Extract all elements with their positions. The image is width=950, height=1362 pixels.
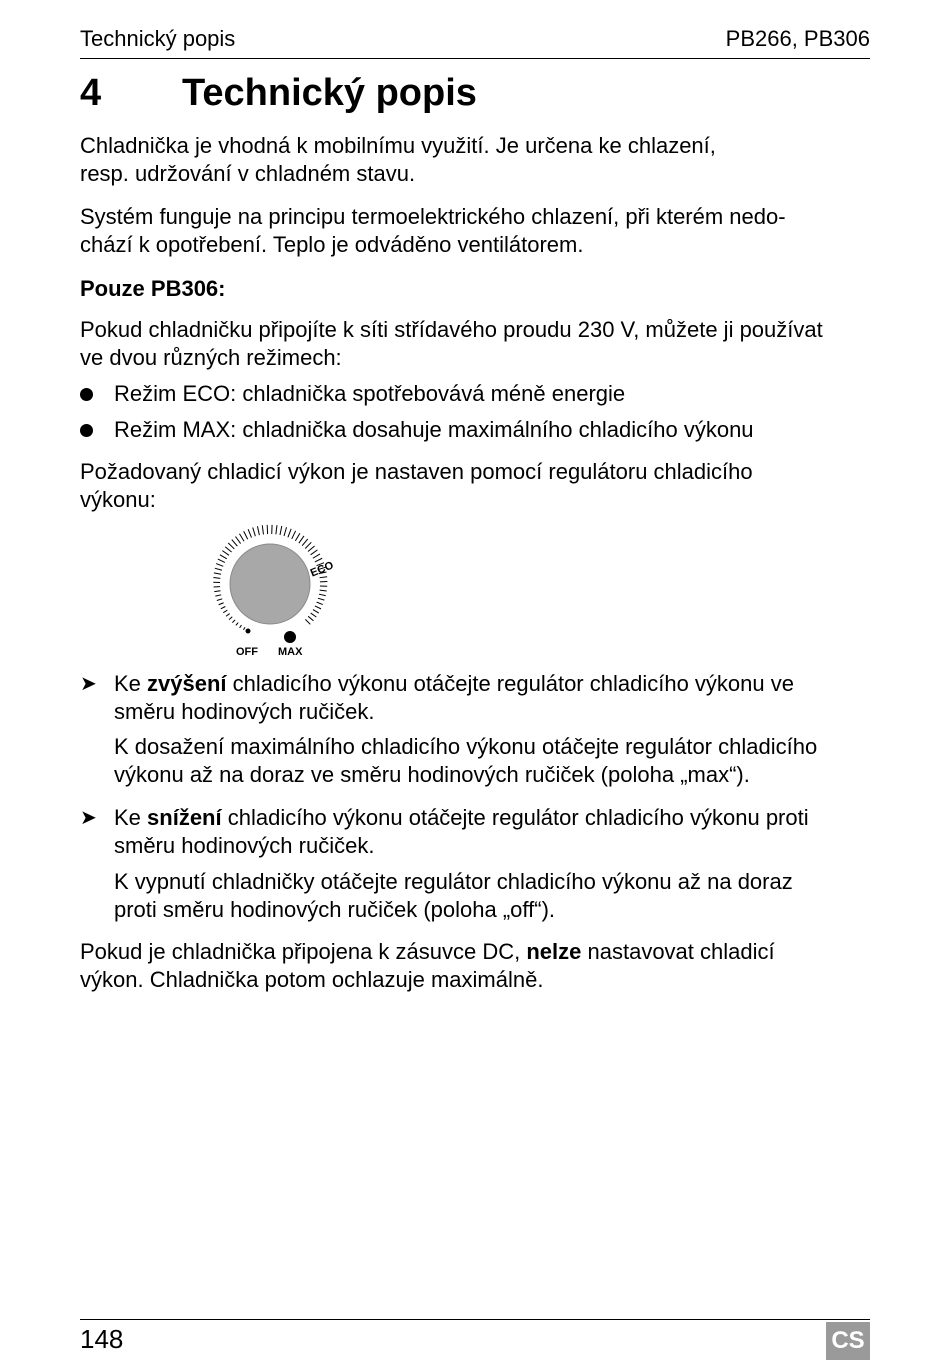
dc-note-pre: Pokud je chladnička připojena k zásuvce DC, (80, 939, 527, 964)
pb306-heading: Pouze PB306: (80, 276, 226, 301)
step-arrow-icon: ➤ (80, 673, 97, 695)
bullet-text-eco: Režim ECO: chladnička spotřebovává méně energie (114, 381, 626, 406)
regulator-line1: Požadovaný chladicí výkon je nastaven pomocí regulátoru chladicího (80, 459, 753, 484)
dial-tick (228, 543, 234, 549)
dial-tick (239, 534, 244, 542)
dial-tick (308, 616, 313, 620)
dial-tick (315, 558, 322, 562)
step-increase-text (114, 670, 870, 726)
pb306-p-line2: ve dvou různých režimech: (80, 345, 342, 370)
dial-tick (248, 529, 251, 537)
step-increase-keyword: zvýšení (147, 671, 227, 696)
dial-tick (319, 594, 326, 595)
bullet-text-max: Režim MAX: chladnička dosahuje maximálního chladicího výkonu (114, 417, 754, 442)
dial-tick (244, 627, 246, 630)
dial-tick (299, 536, 304, 543)
intro-paragraph-2 (80, 203, 870, 259)
dial-illustration (200, 520, 360, 670)
dial-tick (216, 564, 223, 567)
dial-tick (219, 603, 224, 605)
max-position-dot-icon (284, 631, 296, 643)
step-decrease-text (114, 804, 870, 860)
dial-tick (276, 525, 277, 534)
dc-note-line1: nastavovat chladicí (581, 939, 775, 964)
dial-tick (221, 607, 226, 609)
dial-tick (295, 533, 300, 541)
step-increase-pre: Ke (114, 671, 148, 696)
regulator-paragraph (80, 458, 870, 514)
dial-tick (225, 547, 231, 552)
dial-tick (320, 577, 328, 578)
dial-tick (226, 614, 230, 617)
dial-tick (220, 555, 227, 559)
pb306-paragraph (80, 316, 870, 372)
chapter-title: Technický popis (182, 72, 477, 114)
dial-tick (257, 526, 259, 535)
intro-paragraph-1 (80, 132, 870, 188)
regulator-line2: výkonu: (80, 487, 156, 512)
dial-tick (232, 620, 235, 623)
footer-divider (80, 1319, 870, 1320)
dial-tick (236, 623, 238, 626)
dial-tick (305, 542, 311, 548)
dial-tick (222, 551, 229, 556)
step-increase-line1: chladicího výkonu otáčejte regulátor chladicího výkonu ve (226, 671, 794, 696)
dial-tick (311, 550, 318, 555)
intro-p2-line1: Systém funguje na principu termoelektrického chlazení, při kterém nedo- (80, 204, 786, 229)
knob-icon (230, 544, 310, 624)
cooling-regulator-dial (200, 520, 360, 670)
dial-tick (218, 559, 225, 562)
dial-tick (253, 528, 256, 537)
intro-p2-line2: chází k opotřebení. Teplo je odváděno ventilátorem. (80, 232, 584, 257)
step-decrease-note-line2: proti směru hodinových ručiček (poloha „off“). (114, 897, 556, 922)
dial-tick (288, 529, 291, 537)
dial-tick (280, 526, 282, 535)
dial-tick (311, 613, 317, 617)
page-number: 148 (80, 1324, 124, 1354)
dial-tick (235, 536, 240, 543)
dial-tick (313, 554, 320, 558)
step-decrease-note-line1: K vypnutí chladničky otáčejte regulátor chladicího výkonu až na doraz (114, 869, 793, 894)
dial-tick (214, 573, 221, 574)
dial-label-eco: ECO (308, 559, 336, 580)
dial-label-off: OFF (236, 646, 258, 658)
step-decrease-keyword: snížení (147, 805, 222, 830)
dial-tick (229, 617, 232, 620)
dial-tick (215, 568, 222, 570)
step-decrease-pre: Ke (114, 805, 148, 830)
pb306-p-line1: Pokud chladničku připojíte k síti střídavého proudu 230 V, můžete ji používat (80, 317, 823, 342)
dial-tick (214, 591, 220, 592)
dc-note-line2: výkon. Chladnička potom ochlazuje maximálně. (80, 967, 544, 992)
step-increase-note-line1: K dosažení maximálního chladicího výkonu otáčejte regulátor chladicího (114, 734, 818, 759)
dial-tick (292, 531, 296, 539)
page-header (80, 26, 870, 59)
dial-tick (315, 606, 321, 609)
dial-label-max: MAX (278, 646, 303, 658)
dial-tick (308, 546, 315, 552)
dial-tick (318, 598, 324, 600)
bullet-dot-icon (80, 388, 93, 401)
step-arrow-icon: ➤ (80, 807, 97, 829)
dial-tick (232, 540, 238, 547)
dial-tick (213, 578, 220, 579)
step-increase-note-line2: výkonu až na doraz ve směru hodinových ručiček (poloha „max“). (114, 762, 750, 787)
dial-tick (313, 610, 319, 613)
step-decrease-line2: směru hodinových ručiček. (114, 833, 375, 858)
dial-tick (223, 610, 227, 613)
dial-tick (240, 625, 242, 628)
intro-p1-line1: Chladnička je vhodná k mobilnímu využití. Je určena ke chlazení, (80, 133, 716, 158)
dial-tick (320, 590, 327, 591)
header-model-numbers: PB266, PB306 (725, 26, 870, 51)
dc-note-paragraph (80, 938, 870, 994)
dial-tick (284, 527, 287, 536)
dc-note-keyword: nelze (526, 939, 582, 964)
language-badge: CS (826, 1322, 870, 1360)
dial-tick (317, 602, 323, 604)
header-section-title: Technický popis (80, 26, 236, 51)
dial-tick (262, 525, 263, 534)
step-increase-line2: směru hodinových ručiček. (114, 699, 375, 724)
step-decrease-line1: chladicího výkonu otáčejte regulátor chladicího výkonu proti (221, 805, 809, 830)
dial-tick (305, 619, 310, 624)
dial-tick (217, 599, 222, 601)
chapter-number: 4 (80, 72, 102, 114)
off-position-dot-icon (246, 629, 251, 634)
dial-tick (244, 531, 248, 539)
intro-p1-line2: resp. udržování v chladném stavu. (80, 161, 416, 186)
bullet-dot-icon (80, 424, 93, 437)
dial-tick (302, 539, 308, 546)
dial-tick (215, 595, 221, 596)
